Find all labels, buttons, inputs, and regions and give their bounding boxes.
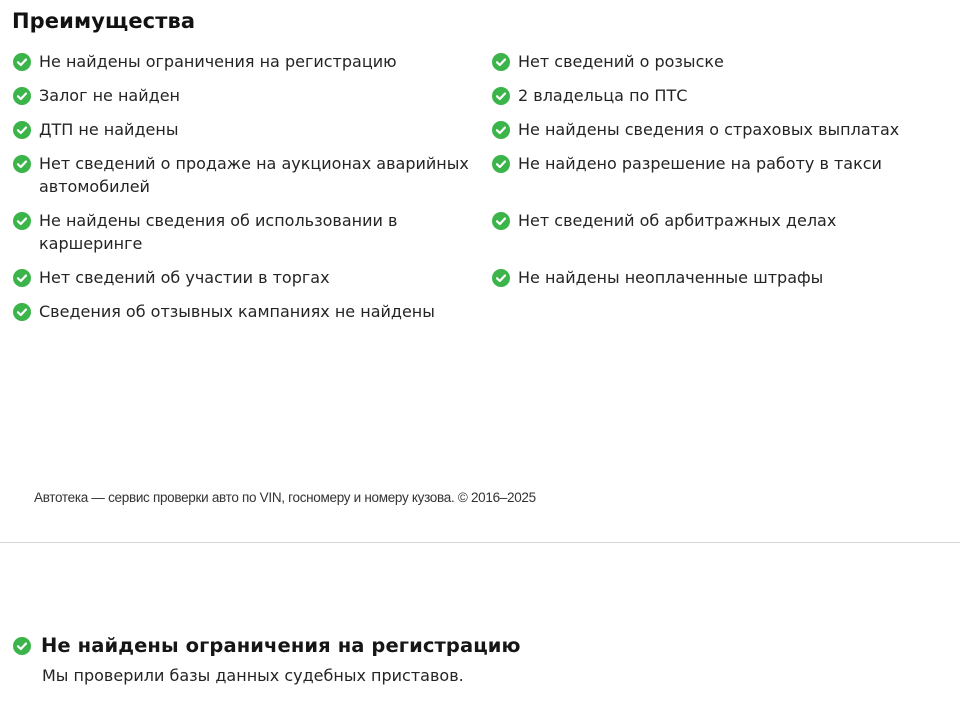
- advantage-item: [13, 118, 483, 141]
- check-circle-icon: [492, 269, 510, 287]
- detail-block: [13, 634, 913, 685]
- advantage-label: Нет сведений об участии в торгах: [39, 268, 330, 287]
- check-circle-icon: [492, 121, 510, 139]
- check-circle-icon: [492, 212, 510, 230]
- advantages-list-right: [492, 50, 932, 300]
- advantage-item: [492, 50, 932, 73]
- advantage-label: Залог не найден: [39, 86, 180, 105]
- check-circle-icon: [13, 87, 31, 105]
- advantage-item: [492, 152, 932, 175]
- advantage-label: 2 владельца по ПТС: [518, 86, 688, 105]
- detail-description: Мы проверили базы данных судебных приставов.: [42, 666, 464, 685]
- advantage-item: [13, 266, 483, 289]
- footer-copyright: Автотека — сервис проверки авто по VIN, госномеру и номеру кузова. © 2016–2025: [34, 490, 536, 505]
- check-circle-icon: [13, 637, 31, 655]
- advantage-label: Не найдены ограничения на регистрацию: [39, 52, 397, 71]
- section-divider: [0, 542, 960, 543]
- advantage-item: [492, 209, 932, 232]
- advantage-label: Сведения об отзывных кампаниях не найдены: [39, 302, 435, 321]
- check-circle-icon: [492, 87, 510, 105]
- check-circle-icon: [13, 303, 31, 321]
- check-circle-icon: [13, 53, 31, 71]
- advantage-item: [13, 50, 483, 73]
- advantage-item: [492, 118, 932, 141]
- check-circle-icon: [492, 53, 510, 71]
- advantage-item: [13, 152, 483, 198]
- advantage-item: [492, 84, 932, 107]
- advantage-label: Не найдены сведения о страховых выплатах: [518, 120, 900, 139]
- check-circle-icon: [13, 155, 31, 173]
- advantage-item: [492, 266, 932, 289]
- check-circle-icon: [13, 269, 31, 287]
- check-circle-icon: [13, 212, 31, 230]
- advantage-label: Нет сведений о розыске: [518, 52, 724, 71]
- advantage-label: Нет сведений о продаже на аукционах аварийных автомобилей: [39, 154, 469, 196]
- detail-header: [13, 634, 913, 657]
- advantage-item: [13, 84, 483, 107]
- check-circle-icon: [492, 155, 510, 173]
- advantage-item: [13, 209, 483, 255]
- check-circle-icon: [13, 121, 31, 139]
- advantage-label: Не найдены сведения об использовании в каршеринге: [39, 211, 398, 253]
- advantage-item: [13, 300, 483, 323]
- advantages-title: Преимущества: [12, 9, 196, 33]
- advantage-label: Нет сведений об арбитражных делах: [518, 211, 837, 230]
- advantage-label: ДТП не найдены: [39, 120, 179, 139]
- advantage-label: Не найдены неоплаченные штрафы: [518, 268, 824, 287]
- detail-title: Не найдены ограничения на регистрацию: [41, 634, 521, 657]
- advantage-label: Не найдено разрешение на работу в такси: [518, 154, 882, 173]
- advantages-list-left: [13, 50, 483, 334]
